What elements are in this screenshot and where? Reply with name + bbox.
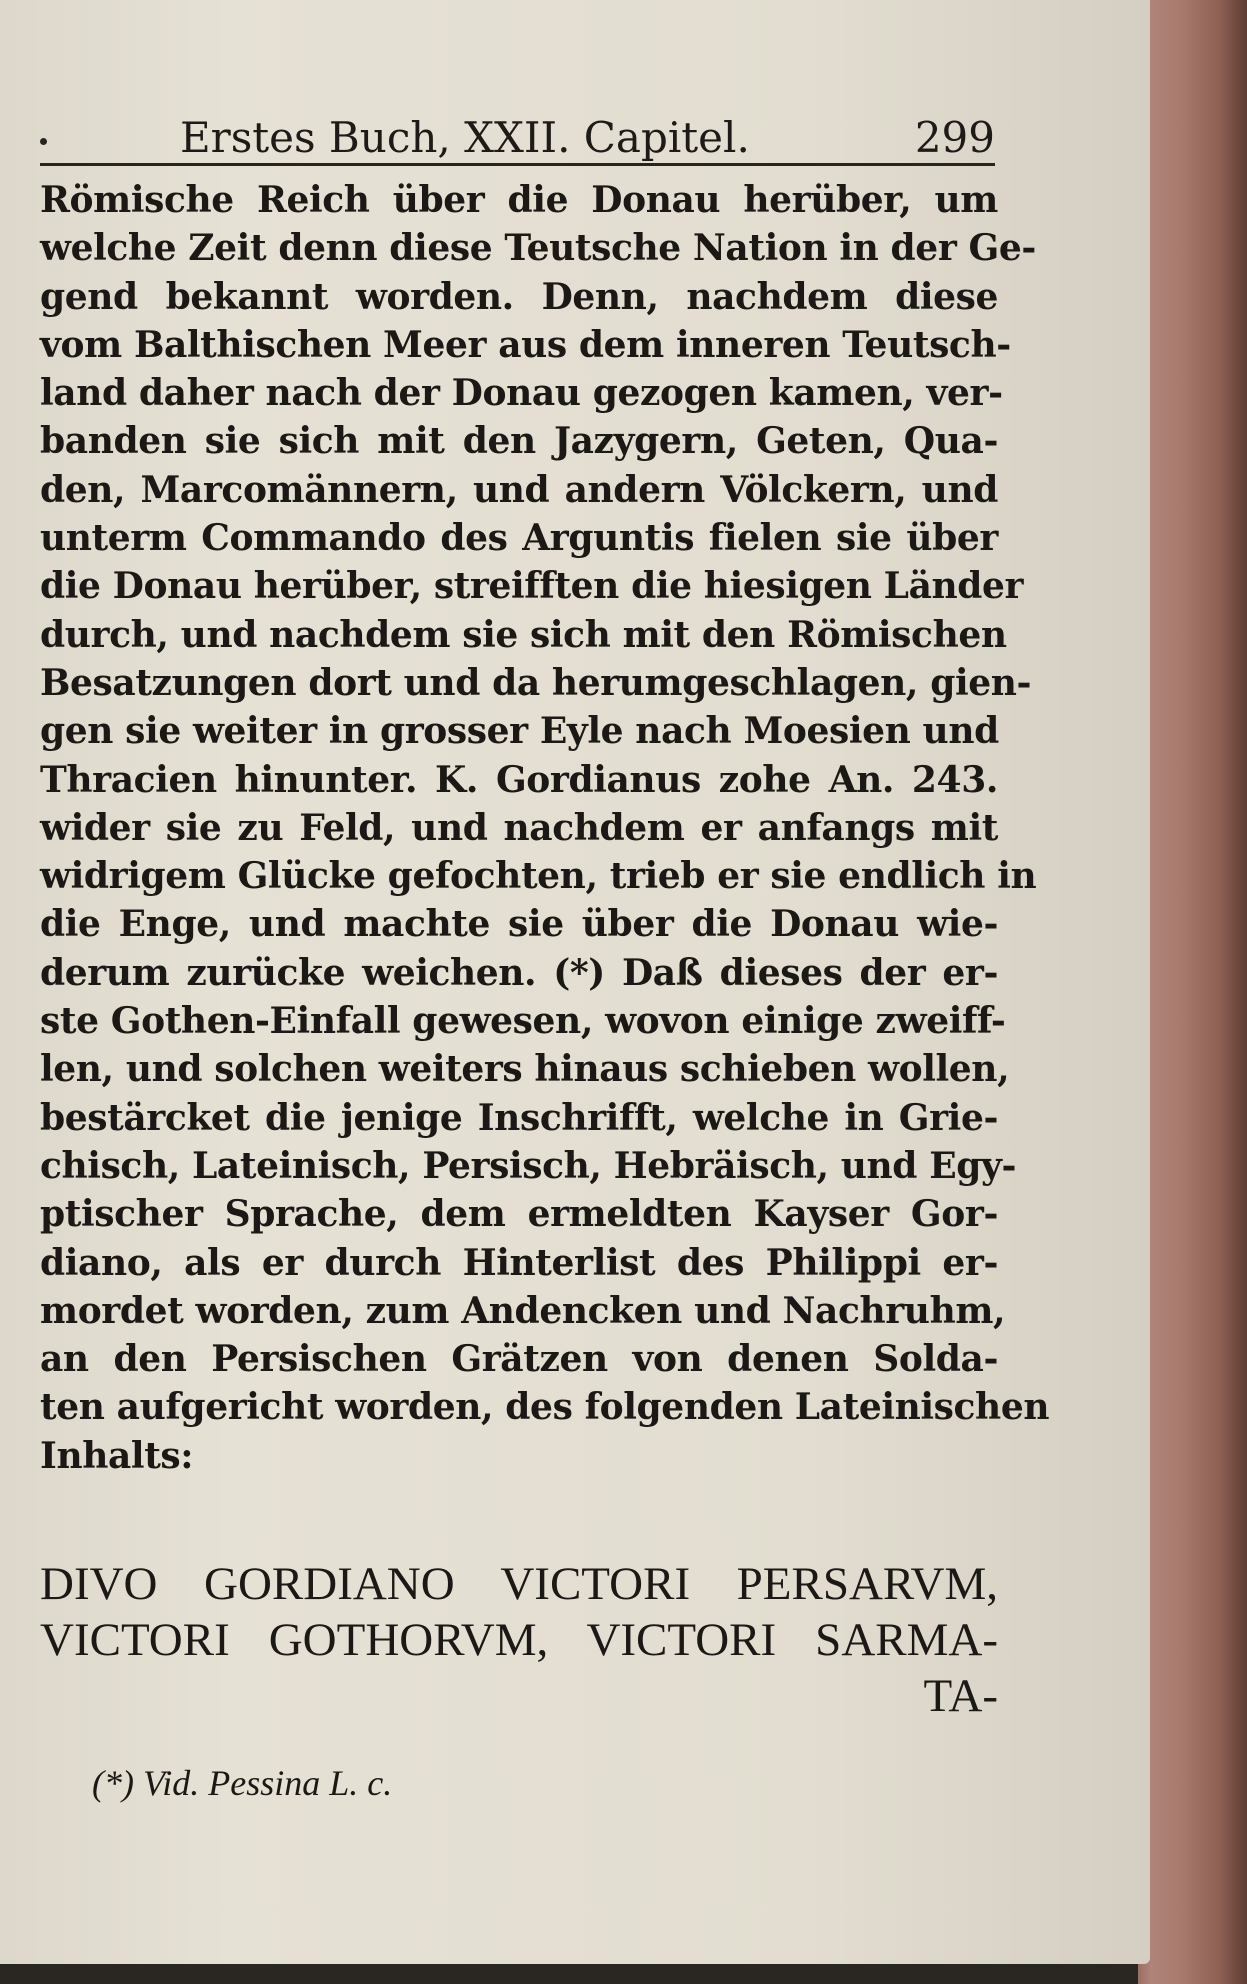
text-line: Thracien hinunter. K. Gordianus zohe An. 243.	[40, 758, 998, 801]
text-line: Besatzungen dort und da herumgeschlagen, gien-	[40, 661, 1032, 704]
text-line: unterm Commando des Arguntis fielen sie über	[40, 517, 998, 560]
text-line: an den Persischen Grätzen von denen Solda-	[40, 1338, 998, 1381]
text-line: banden sie sich mit den Jazygern, Geten, Qua-	[40, 420, 998, 463]
footnote: (*) Vid. Pessina L. c.	[92, 1763, 393, 1803]
header-rule	[40, 163, 995, 166]
text-line: Inhalts:	[40, 1434, 194, 1477]
text-line: derum zurücke weichen. (*) Daß dieses der er-	[40, 951, 998, 994]
text-line: gen sie weiter in grosser Eyle nach Moesien und	[40, 710, 999, 753]
inscription-line: VICTORI GOTHORVM, VICTORI SARMA-	[40, 1614, 998, 1666]
text-line: gend bekannt worden. Denn, nachdem diese	[40, 275, 998, 318]
running-title: Erstes Buch, XXII. Capitel.	[180, 113, 750, 162]
text-line: ste Gothen-Einfall gewesen, wovon einige zweiff-	[40, 1000, 1006, 1043]
text-line: vom Balthischen Meer aus dem inneren Teutsch-	[40, 323, 1011, 366]
text-line: chisch, Lateinisch, Persisch, Hebräisch, und Egy-	[40, 1144, 1017, 1187]
text-line: diano, als er durch Hinterlist des Philippi er-	[40, 1241, 998, 1284]
latin-inscription	[40, 1556, 998, 1724]
text-line: ptischer Sprache, dem ermeldten Kayser Gor-	[40, 1193, 998, 1236]
page-edge	[1138, 0, 1247, 1984]
page-header	[40, 112, 995, 164]
text-line: ten aufgericht worden, des folgenden Lateinischen	[40, 1386, 1050, 1429]
text-line: mordet worden, zum Andencken und Nachruhm,	[40, 1289, 1006, 1332]
text-line: durch, und nachdem sie sich mit den Römischen	[40, 613, 1007, 656]
text-line: die Enge, und machte sie über die Donau wie-	[40, 903, 998, 946]
text-line: wider sie zu Feld, und nachdem er anfangs mit	[40, 806, 998, 849]
text-line: welche Zeit denn diese Teutsche Nation in der Ge-	[40, 227, 1036, 270]
text-line: Römische Reich über die Donau herüber, um	[40, 179, 998, 221]
body-text	[40, 176, 1050, 1480]
page-number: 299	[914, 113, 995, 162]
text-line: bestärcket die jenige Inschrifft, welche in Grie-	[40, 1096, 998, 1139]
text-line: die Donau herüber, streifften die hiesigen Länder	[40, 565, 1024, 608]
text-line: land daher nach der Donau gezogen kamen, ver-	[40, 372, 1003, 415]
text-line: den, Marcomännern, und andern Völckern, und	[40, 468, 998, 511]
inscription-line: DIVO GORDIANO VICTORI PERSARVM,	[40, 1558, 998, 1610]
text-line: widrigem Glücke gefochten, trieb er sie endlich in	[40, 855, 1037, 898]
text-line: len, und solchen weiters hinaus schieben wollen,	[40, 1048, 1010, 1091]
inscription-line: TA-	[923, 1670, 998, 1722]
header-ornament-dot	[40, 138, 47, 145]
